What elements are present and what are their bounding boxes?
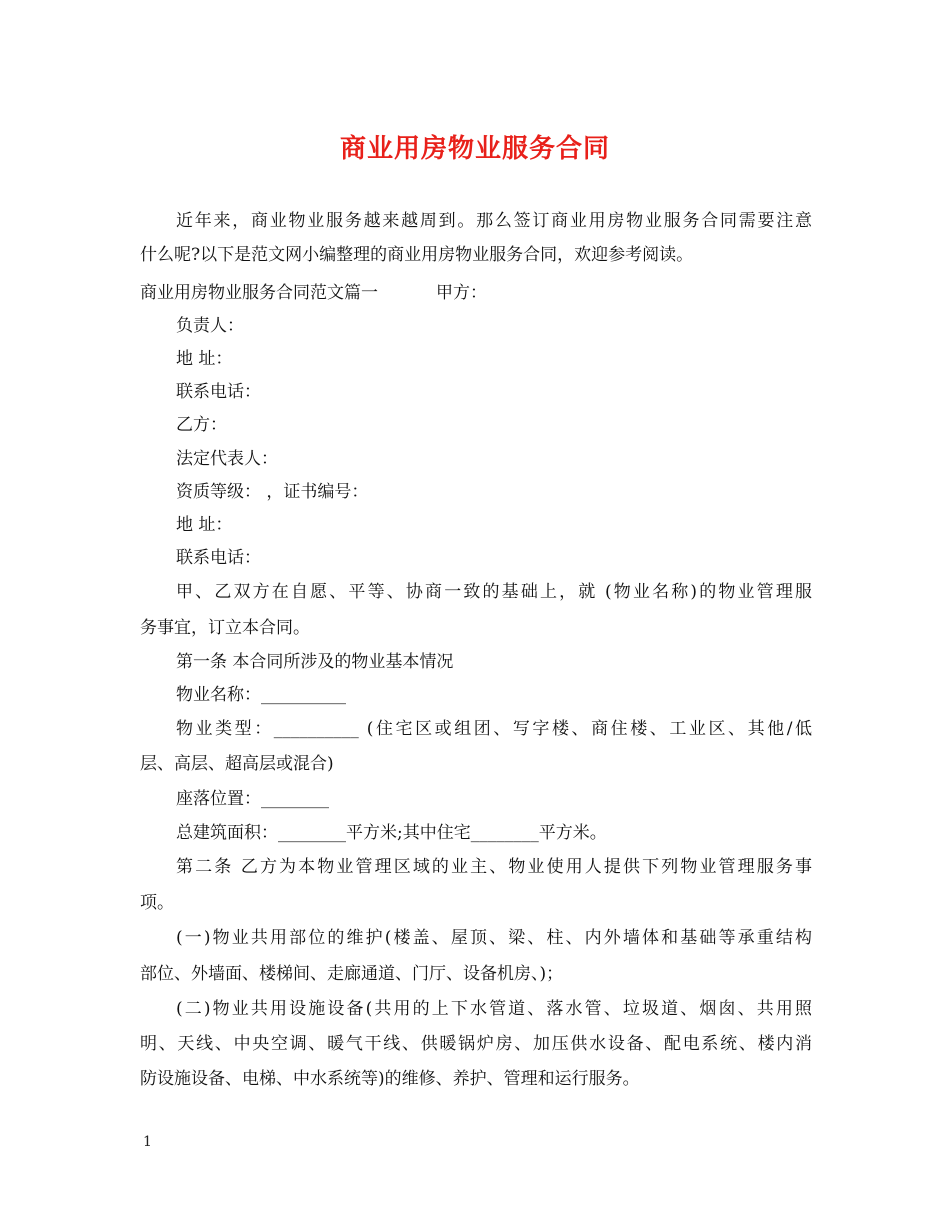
party-b-address: 地 址： (176, 515, 233, 535)
party-a-label: 甲方： (436, 283, 487, 303)
property-type-line-2: 层、高层、超高层或混合) (140, 754, 334, 774)
agreement-paragraph-line-1: 甲、乙双方在自愿、平等、协商一致的基础上，就 (物业名称)的物业管理服 (176, 582, 812, 602)
agreement-paragraph-line-2: 务事宜，订立本合同。 (140, 618, 310, 638)
intro-paragraph-line-2: 什么呢?以下是范文网小编整理的商业用房物业服务合同，欢迎参考阅读。 (140, 245, 694, 265)
page-number: 1 (143, 1134, 152, 1150)
party-b-qualification: 资质等级： ，证书编号： (176, 482, 369, 502)
intro-paragraph-line-1: 近年来，商业物业服务越来越周到。那么签订商业用房物业服务合同需要注意 (176, 211, 812, 231)
section-heading-line (140, 282, 812, 304)
sample-heading: 商业用房物业服务合同范文篇一 (140, 283, 378, 303)
article-2-line-1: 第二条 乙方为本物业管理区域的业主、物业使用人提供下列物业管理服务事 (176, 857, 812, 877)
item-2-line-1: (二)物业共用设施设备(共用的上下水管道、落水管、垃圾道、烟囱、共用照 (176, 999, 812, 1019)
item-2-line-3: 防设施设备、电梯、中水系统等)的维修、养护、管理和运行服务。 (140, 1069, 640, 1089)
item-1-line-2: 部位、外墙面、楼梯间、走廊通道、门厅、设备机房、)； (140, 964, 564, 984)
party-a-address: 地 址： (176, 349, 233, 369)
item-1-line-1: (一)物业共用部位的维护(楼盖、屋顶、梁、柱、内外墙体和基础等承重结构 (176, 928, 812, 948)
party-a-responsible-person: 负责人： (176, 316, 244, 336)
item-2-line-2: 明、天线、中央空调、暖气干线、供暖锅炉房、加压供水设备、配电系统、楼内消 (140, 1034, 812, 1054)
article-2-line-2: 项。 (140, 893, 174, 913)
party-b-phone: 联系电话： (176, 548, 261, 568)
party-a-phone: 联系电话： (176, 382, 261, 402)
document-title: 商业用房物业服务合同 (339, 134, 610, 164)
property-location-field: 座落位置：________ (176, 789, 329, 809)
property-type-line-1: 物业类型：__________ (住宅区或组团、写字楼、商住楼、工业区、其他/低 (176, 719, 812, 739)
total-area-field: 总建筑面积：________平方米;其中住宅________平方米。 (176, 823, 607, 843)
article-1-heading: 第一条 本合同所涉及的物业基本情况 (176, 652, 454, 672)
property-name-field: 物业名称：__________ (176, 685, 346, 705)
party-b-legal-rep: 法定代表人： (176, 449, 278, 469)
party-b-label: 乙方： (176, 415, 227, 435)
